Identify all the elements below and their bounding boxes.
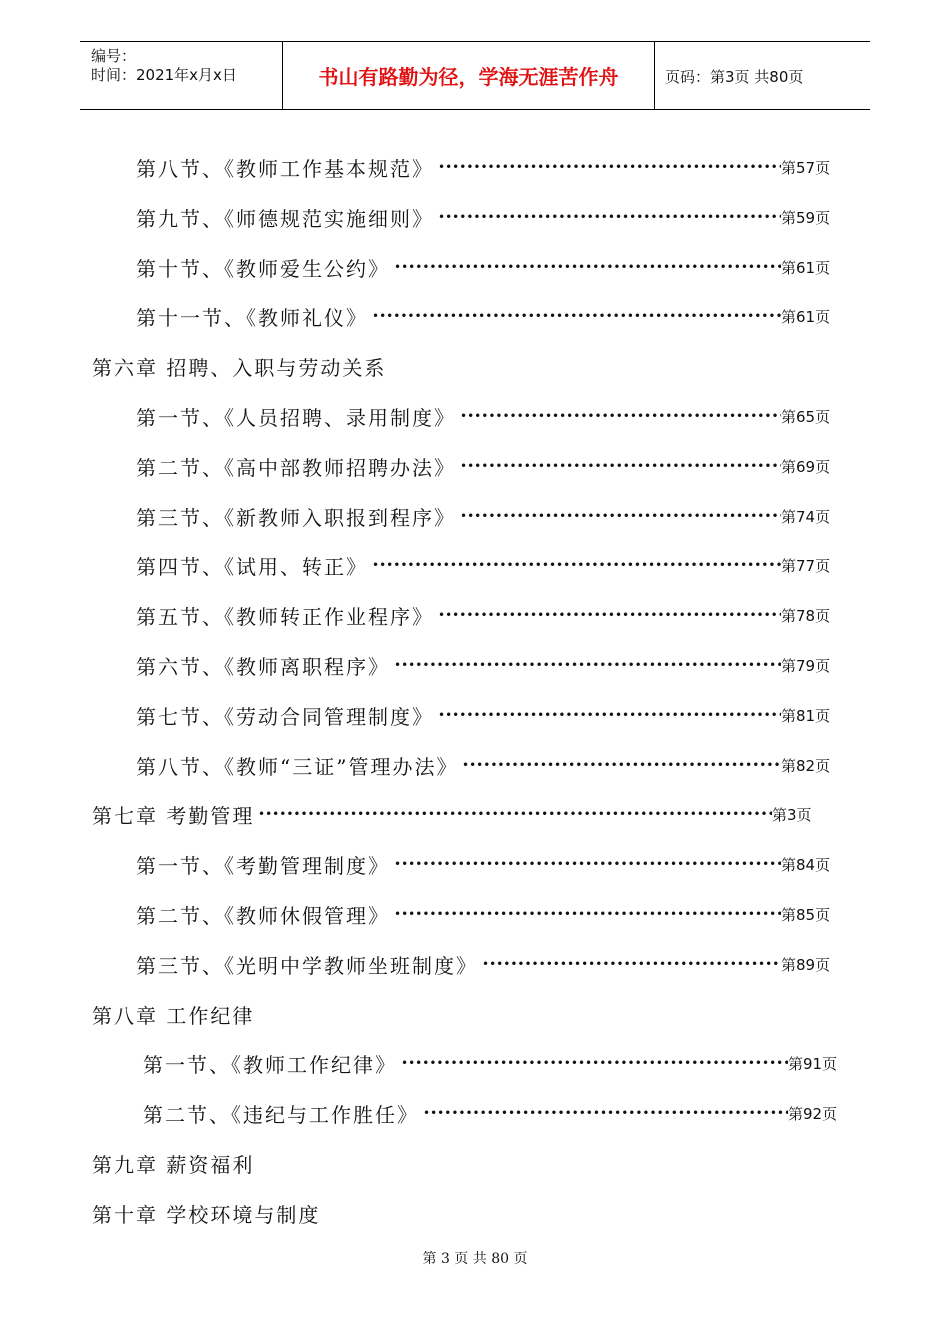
toc-leader-dots	[394, 861, 781, 867]
toc-section-row[interactable]	[0, 850, 950, 880]
toc-chapter-row[interactable]	[0, 800, 950, 830]
toc-chapter-row[interactable]	[0, 1149, 950, 1179]
toc-entry-title: 第八节、《教师“三证”管理办法》	[136, 754, 459, 779]
header-page-label: 页码：第3页 共80页	[665, 68, 804, 86]
toc-leader-dots	[258, 811, 772, 817]
toc-page-number: 第77页	[781, 557, 831, 576]
header-meta-cell	[80, 42, 282, 109]
toc-entry-title: 第一节、《教师工作纪律》	[143, 1053, 397, 1078]
page-footer: 第 3 页 共 80 页	[422, 1251, 528, 1267]
toc-page-number: 第57页	[781, 159, 831, 177]
toc-leader-dots	[394, 264, 781, 270]
toc-entry-title: 第十一节、《教师礼仪》	[136, 306, 368, 331]
toc-leader-dots	[462, 762, 781, 768]
toc-page-number: 第79页	[781, 657, 831, 675]
toc-page-number: 第61页	[781, 308, 831, 327]
toc-chapter-row[interactable]	[0, 352, 950, 382]
toc-entry-title: 第三节、《新教师入职报到程序》	[136, 505, 456, 530]
toc-page-number: 第91页	[788, 1055, 838, 1074]
toc-chapter-row[interactable]	[0, 1000, 950, 1030]
toc-page-number: 第82页	[781, 756, 831, 775]
toc-leader-dots	[438, 712, 781, 718]
header-time-label: 时间：2021年x月x日	[91, 66, 237, 84]
toc-entry-title: 第七章 考勤管理	[92, 804, 255, 829]
header-number-label: 编号：	[91, 47, 137, 65]
toc-entry-title: 第五节、《教师转正作业程序》	[136, 605, 434, 630]
toc-entry-title: 第七节、《劳动合同管理制度》	[136, 704, 434, 729]
toc-page-number: 第59页	[781, 208, 831, 227]
toc-chapter-row[interactable]	[0, 1199, 950, 1229]
toc-entry-title: 第八章 工作纪律	[92, 1003, 255, 1028]
toc-entry-title: 第九章 薪资福利	[92, 1153, 255, 1177]
toc-entry-title: 第十章 学校环境与制度	[92, 1202, 321, 1227]
toc-section-row[interactable]	[0, 701, 950, 731]
toc-section-row[interactable]	[0, 751, 950, 781]
toc-page-number: 第85页	[781, 906, 831, 924]
toc-section-row[interactable]	[0, 551, 950, 581]
toc-section-row[interactable]	[0, 402, 950, 432]
toc-entry-title: 第二节、《教师休假管理》	[136, 904, 390, 928]
toc-page-number: 第3页	[772, 806, 812, 825]
toc-section-row[interactable]	[0, 601, 950, 631]
toc-entry-title: 第六章 招聘、入职与劳动关系	[92, 356, 387, 381]
toc-leader-dots	[460, 463, 781, 469]
toc-page-number: 第61页	[781, 258, 831, 277]
toc-section-row[interactable]	[0, 452, 950, 482]
toc-page-number: 第78页	[781, 607, 831, 626]
toc-entry-title: 第四节、《试用、转正》	[136, 555, 368, 580]
toc-leader-dots	[438, 214, 781, 220]
toc-leader-dots	[372, 562, 781, 568]
toc-entry-title: 第六节、《教师离职程序》	[136, 655, 390, 679]
toc-entry-title: 第一节、《人员招聘、录用制度》	[136, 406, 456, 430]
toc-section-row[interactable]	[0, 253, 950, 283]
toc-section-row[interactable]	[0, 302, 950, 332]
toc-section-row[interactable]	[0, 1099, 950, 1129]
toc-entry-title: 第八节、《教师工作基本规范》	[136, 157, 434, 181]
page-header	[80, 41, 870, 110]
toc-leader-dots	[438, 164, 781, 170]
toc-page-number: 第74页	[781, 507, 831, 526]
toc-leader-dots	[482, 961, 781, 967]
header-divider	[654, 42, 655, 109]
header-motto: 书山有路勤为径，学海无涯苦作舟	[318, 65, 619, 89]
toc-entry-title: 第二节、《违纪与工作胜任》	[143, 1103, 419, 1128]
toc-entry-title: 第三节、《光明中学教师坐班制度》	[136, 953, 478, 978]
toc-page-number: 第89页	[781, 955, 831, 974]
toc-leader-dots	[401, 1060, 788, 1066]
toc-page-number: 第84页	[781, 856, 831, 875]
toc-section-row[interactable]	[0, 651, 950, 681]
toc-entry-title: 第二节、《高中部教师招聘办法》	[136, 455, 456, 480]
toc-leader-dots	[394, 662, 781, 668]
toc-page-number: 第92页	[788, 1105, 838, 1124]
toc-section-row[interactable]	[0, 1049, 950, 1079]
toc-entry-title: 第十节、《教师爱生公约》	[136, 256, 390, 281]
toc-section-row[interactable]	[0, 950, 950, 980]
toc-leader-dots	[460, 413, 781, 419]
toc-page-number: 第81页	[781, 706, 831, 725]
toc-leader-dots	[460, 513, 781, 519]
toc-leader-dots	[372, 313, 781, 319]
toc-leader-dots	[438, 612, 781, 618]
toc-leader-dots	[394, 911, 781, 917]
toc-leader-dots	[423, 1110, 788, 1116]
toc-section-row[interactable]	[0, 153, 950, 183]
toc-page-number: 第65页	[781, 408, 831, 426]
toc-entry-title: 第一节、《考勤管理制度》	[136, 854, 390, 879]
toc-section-row[interactable]	[0, 900, 950, 930]
toc-entry-title: 第九节、《师德规范实施细则》	[136, 206, 434, 231]
toc-page-number: 第69页	[781, 457, 831, 476]
toc-section-row[interactable]	[0, 502, 950, 532]
toc-section-row[interactable]	[0, 203, 950, 233]
